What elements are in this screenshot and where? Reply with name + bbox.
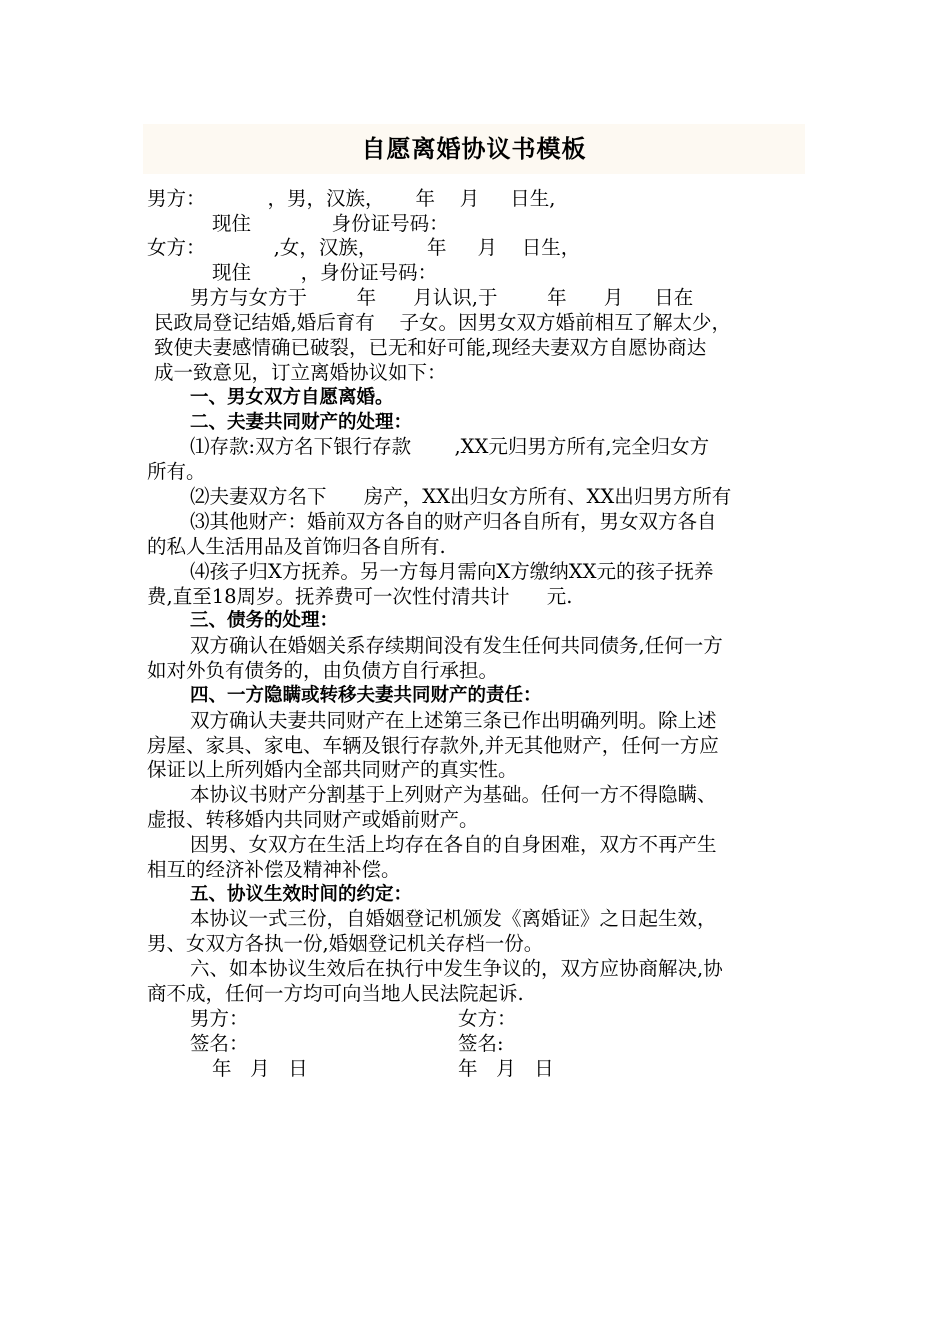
male-signature-label: 男方： — [190, 1007, 249, 1030]
female-date-line: 年 月 日 — [458, 1057, 554, 1080]
clause-line: 双方确认夫妻共同财产在上述第三条已作出明确列明。除上述 — [190, 709, 717, 732]
clause-line: 相互的经济补偿及精神补偿。 — [147, 858, 401, 881]
clause-line: 男、女双方各执一份,婚姻登记机关存档一份。 — [147, 932, 544, 955]
female-sign-label: 签名: — [458, 1032, 504, 1055]
party-female-line: 女方： ,女，汉族， 年 月 日生， — [147, 236, 581, 259]
clause-line: 保证以上所列婚内全部共同财产的真实性。 — [147, 758, 518, 781]
background-paragraph-line: 致使夫妻感情确已破裂，已无和好可能,现经夫妻双方自愿协商达 — [154, 336, 707, 359]
clause-line: ⑶其他财产：婚前双方各自的财产归各自所有，男女双方各自 — [190, 510, 717, 533]
male-sign-label: 签名： — [190, 1032, 249, 1055]
section-heading: 三、债务的处理： — [190, 610, 339, 631]
clause-line: 如对外负有债务的，由负债方自行承担。 — [147, 659, 499, 682]
clause-line: 因男、女双方在生活上均存在各自的自身困难，双方不再产生 — [190, 833, 717, 856]
party-male-line: 男方： ，男，汉族， 年 月 日生, — [147, 187, 556, 210]
background-paragraph-line: 成一致意见，订立离婚协议如下： — [154, 361, 447, 384]
clause-line: 六、如本协议生效后在执行中发生争议的，双方应协商解决,协 — [190, 957, 723, 980]
clause-line: 的私人生活用品及首饰归各自所有. — [147, 535, 446, 558]
clause-line: 房屋、家具、家电、车辆及银行存款外,并无其他财产，任何一方应 — [147, 734, 719, 757]
section-heading: 五、协议生效时间的约定： — [190, 884, 413, 905]
clause-line: 所有。 — [147, 460, 206, 483]
section-heading: 四、一方隐瞒或转移夫妻共同财产的责任： — [190, 685, 542, 706]
clause-line: ⑷孩子归X方抚养。另一方每月需向X方缴纳XX元的孩子抚养 — [190, 560, 714, 583]
clause-line: 虚报、转移婚内共同财产或婚前财产。 — [147, 808, 479, 831]
clause-line: ⑵夫妻双方名下 房产，XX出归女方所有、XX出归男方所有 — [190, 485, 732, 508]
clause-line: 本协议一式三份，自婚姻登记机颁发《离婚证》之日起生效， — [190, 907, 717, 930]
clause-line: ⑴存款:双方名下银行存款 ,XX元归男方所有,完全归女方 — [190, 435, 710, 458]
clause-line: 本协议书财产分割基于上列财产为基础。任何一方不得隐瞒、 — [190, 783, 717, 806]
clause-line: 双方确认在婚姻关系存续期间没有发生任何共同债务,任何一方 — [190, 634, 723, 657]
section-heading: 二、夫妻共同财产的处理： — [190, 412, 413, 433]
section-heading: 一、男女双方自愿离婚。 — [190, 387, 394, 408]
document-title: 自愿离婚协议书模板 — [361, 135, 587, 163]
clause-line: 商不成，任何一方均可向当地人民法院起诉. — [147, 982, 524, 1005]
male-date-line: 年 月 日 — [212, 1057, 308, 1080]
male-residence-line: 现住 身份证号码： — [212, 212, 449, 235]
background-paragraph-line: 男方与女方于 年 月认识,于 年 月 日在 — [190, 286, 694, 309]
female-residence-line: 现住 ，身份证号码： — [212, 261, 438, 284]
female-signature-label: 女方： — [458, 1007, 517, 1030]
background-paragraph-line: 民政局登记结婚,婚后育有 子女。因男女双方婚前相互了解太少， — [154, 311, 731, 334]
clause-line: 费,直至18周岁。抚养费可一次性付清共计 元. — [147, 585, 573, 608]
